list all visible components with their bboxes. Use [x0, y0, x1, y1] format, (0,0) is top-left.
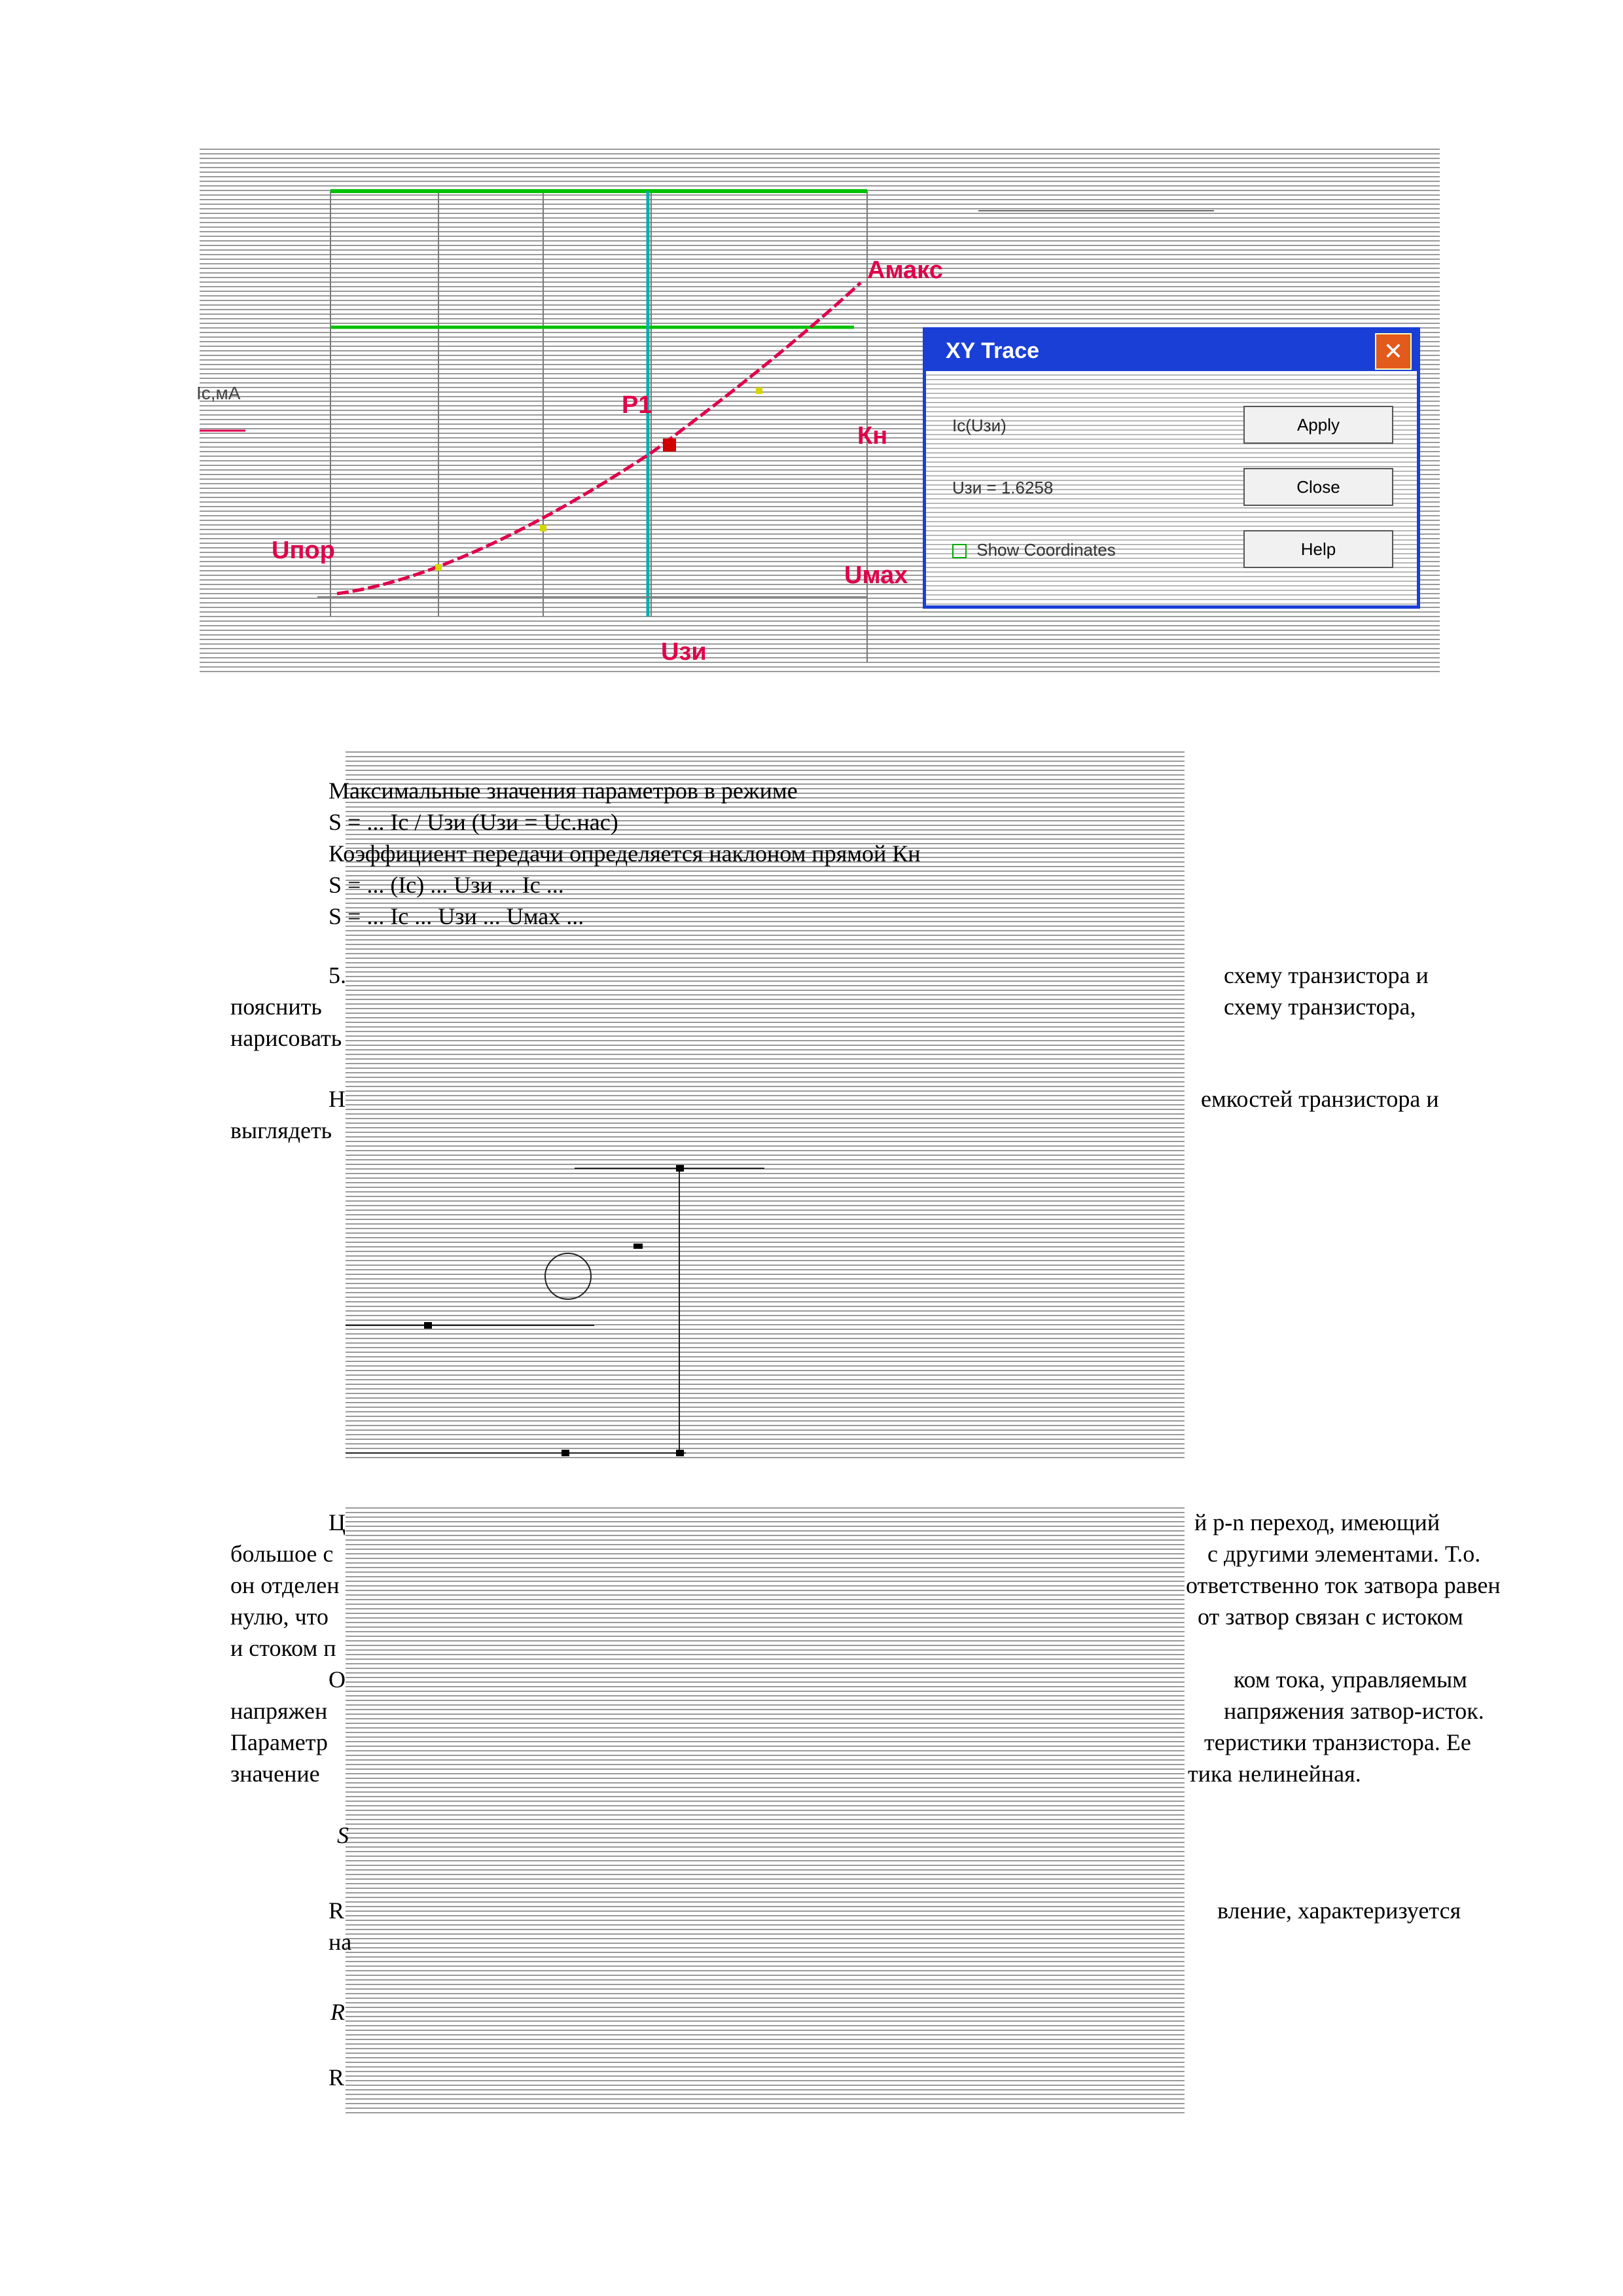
para5-line3-start: нарисовать: [230, 1025, 342, 1051]
dialog-title-bar: [926, 331, 1417, 371]
body-l9-start: значение: [230, 1761, 320, 1787]
show-coordinates-label: Show Coordinates: [976, 540, 1116, 560]
help-button[interactable]: Help: [1243, 530, 1393, 568]
cap-para-start: Н: [329, 1086, 346, 1112]
formula-r: R: [330, 1999, 345, 2025]
xy-trace-dialog: [923, 327, 1420, 609]
body-l4-end: от затвор связан с истоком: [1198, 1604, 1463, 1630]
body-l12-start: R: [329, 2064, 345, 2090]
body-l6-end: ком тока, управляемым: [1234, 1666, 1467, 1693]
dialog-row-3: [952, 540, 1116, 560]
label-upor: Uпор: [272, 537, 335, 564]
label-p1: Р1: [622, 391, 652, 419]
body-l11-start: на: [329, 1929, 352, 1955]
body-l1-end: й p-n переход, имеющий: [1194, 1509, 1440, 1535]
cap-para-end: емкостей транзистора и: [1201, 1086, 1439, 1112]
dialog-close-icon[interactable]: ✕: [1375, 333, 1412, 370]
body-l9-end: тика нелинейная.: [1188, 1761, 1361, 1787]
para5-line2-start: пояснить: [230, 994, 322, 1020]
body-l3-end: ответственно ток затвора равен: [1186, 1572, 1501, 1598]
formula-s: S: [337, 1822, 349, 1848]
params-line-3: Коэффициент передачи определяется наклоном прямой Кн: [329, 840, 921, 867]
body-l8-end: теристики транзистора. Ее: [1204, 1729, 1471, 1755]
body-l1-start: Ц: [329, 1509, 346, 1535]
body-l2-start: большое с: [230, 1541, 334, 1567]
dialog-row-2: Uзи = 1.6258: [952, 478, 1054, 497]
body-l6-start: О: [329, 1666, 346, 1693]
params-line-2: S = ... Ic / Uзи (Uзи = Uс.нас): [329, 809, 618, 835]
close-button[interactable]: Close: [1243, 468, 1393, 506]
cap-para-line2: выглядеть: [230, 1117, 332, 1143]
show-coordinates-checkbox[interactable]: [952, 544, 967, 558]
body-l3-start: он отделен: [230, 1572, 340, 1598]
body-l8-start: Параметр: [230, 1729, 328, 1755]
body-l5-start: и стоком п: [230, 1635, 336, 1661]
body-l7-end: напряжения затвор-исток.: [1224, 1698, 1484, 1724]
body-l10-end: вление, характеризуется: [1217, 1897, 1461, 1924]
y-axis-label: Ic,мА: [196, 383, 241, 403]
body-l4-start: нулю, что: [230, 1604, 329, 1630]
label-uzi: Uзи: [661, 638, 707, 666]
para5-line1-end: схему транзистора и: [1224, 962, 1429, 988]
para5-number: 5.: [329, 962, 346, 988]
dialog-title: XY Trace: [946, 338, 1040, 363]
label-a-max: Амакс: [867, 257, 943, 284]
para5-line2-end: схему транзистора,: [1224, 994, 1416, 1020]
params-line-1: Максимальные значения параметров в режиме: [329, 778, 798, 804]
body-l10-start: R: [329, 1897, 345, 1924]
label-kn: Кн: [857, 422, 888, 450]
body-l2-end: с другими элементами. Т.о.: [1207, 1541, 1481, 1567]
label-umax: Uмах: [844, 562, 908, 589]
dialog-row-1: Ic(Uзи): [952, 416, 1007, 435]
body-l7-start: напряжен: [230, 1698, 328, 1724]
params-line-4: S = ... (Ic) ... Uзи ... Ic ...: [329, 872, 564, 898]
text-block-background-2: [346, 1504, 1185, 2116]
apply-button[interactable]: Apply: [1243, 406, 1393, 444]
params-line-5: S = ... Ic ... Uзи ... Uмах ...: [329, 903, 584, 929]
